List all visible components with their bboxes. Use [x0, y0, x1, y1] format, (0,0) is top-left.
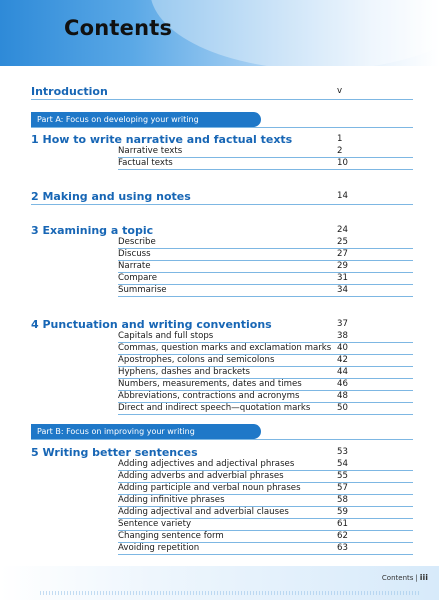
toc-item[interactable] — [118, 331, 413, 343]
page-number: 50 — [337, 403, 348, 413]
page-number: 44 — [337, 367, 348, 377]
item-title: Compare — [118, 273, 157, 283]
page-number: 57 — [337, 483, 348, 493]
footer-separator: | — [415, 574, 418, 582]
item-title: Changing sentence form — [118, 531, 224, 541]
toc-item[interactable] — [118, 495, 413, 507]
footer-label: Contents — [381, 574, 414, 582]
item-title: Adding adverbs and adverbial phrases — [118, 471, 284, 481]
part-label: Part A: Focus on developing your writing — [37, 115, 199, 124]
page-number: 29 — [337, 261, 348, 271]
toc-item[interactable] — [118, 471, 413, 483]
item-title: Hyphens, dashes and brackets — [118, 367, 250, 377]
toc-chapter-3[interactable] — [31, 224, 413, 238]
chapter-title: 5 Writing better sentences — [31, 446, 198, 459]
toc-item[interactable] — [118, 285, 413, 297]
page-number: 38 — [337, 331, 348, 341]
part-b-rule — [31, 439, 413, 440]
item-title: Adding adjectives and adjectival phrases — [118, 459, 295, 469]
page-number: 25 — [337, 237, 348, 247]
page-number: 58 — [337, 495, 348, 505]
page-number: 59 — [337, 507, 348, 517]
toc-chapter-4[interactable] — [31, 318, 413, 332]
page-number: 24 — [337, 225, 348, 235]
chapter-title: Introduction — [31, 85, 108, 98]
page-number: 55 — [337, 471, 348, 481]
toc-item[interactable] — [118, 483, 413, 495]
part-a-rule — [31, 127, 413, 128]
toc-item[interactable] — [118, 146, 413, 158]
page-number: 10 — [337, 158, 348, 168]
page-number: 48 — [337, 391, 348, 401]
item-title: Commas, question marks and exclamation marks — [118, 343, 332, 353]
toc-item[interactable] — [118, 543, 413, 555]
item-title: Adding participle and verbal noun phrases — [118, 483, 301, 493]
chapter-title: 4 Punctuation and writing conventions — [31, 318, 272, 331]
item-title: Numbers, measurements, dates and times — [118, 379, 302, 389]
toc-chapter-2[interactable] — [31, 190, 413, 205]
toc-item[interactable] — [118, 531, 413, 543]
page-number: v — [337, 86, 343, 96]
page-number: 62 — [337, 531, 348, 541]
toc-item[interactable] — [118, 249, 413, 261]
page-number: 31 — [337, 273, 348, 283]
item-title: Narrative texts — [118, 146, 183, 156]
chapter-title: 1 How to write narrative and factual texts — [31, 133, 293, 146]
part-label: Part B: Focus on improving your writing — [37, 427, 195, 436]
toc-item[interactable] — [118, 459, 413, 471]
page-number: 40 — [337, 343, 348, 353]
toc-item[interactable] — [118, 158, 413, 170]
toc-item[interactable] — [118, 391, 413, 403]
item-title: Narrate — [118, 261, 151, 271]
page-number: 27 — [337, 249, 348, 259]
toc-item[interactable] — [118, 273, 413, 285]
toc-item[interactable] — [118, 237, 413, 249]
page-number: 34 — [337, 285, 348, 295]
page-number: 42 — [337, 355, 348, 365]
page-title: Contents — [64, 16, 173, 40]
item-title: Factual texts — [118, 158, 173, 168]
toc-item[interactable] — [118, 343, 413, 355]
item-title: Capitals and full stops — [118, 331, 214, 341]
page-number: 63 — [337, 543, 348, 553]
footer-page-number: iii — [419, 573, 428, 582]
page-number: 46 — [337, 379, 348, 389]
item-title: Discuss — [118, 249, 151, 259]
toc-chapter-1[interactable] — [31, 133, 413, 147]
page-number: 37 — [337, 319, 348, 329]
item-title: Describe — [118, 237, 156, 247]
toc-item[interactable] — [118, 403, 413, 415]
item-title: Adding adjectival and adverbial clauses — [118, 507, 289, 517]
item-title: Sentence variety — [118, 519, 192, 529]
item-title: Summarise — [118, 285, 167, 295]
item-title: Adding infinitive phrases — [118, 495, 225, 505]
page-number: 1 — [337, 134, 343, 144]
page-footer — [382, 573, 428, 582]
page-number: 2 — [337, 146, 343, 156]
page-number: 61 — [337, 519, 348, 529]
page-number: 54 — [337, 459, 348, 469]
toc-item[interactable] — [118, 355, 413, 367]
toc-item[interactable] — [118, 367, 413, 379]
toc-item[interactable] — [118, 519, 413, 531]
item-title: Abbreviations, contractions and acronyms — [118, 391, 300, 401]
chapter-title: 2 Making and using notes — [31, 190, 191, 203]
toc-chapter-5[interactable] — [31, 446, 413, 460]
page-number: 14 — [337, 191, 348, 201]
part-a-banner — [31, 112, 261, 127]
toc-item[interactable] — [118, 507, 413, 519]
toc-item[interactable] — [118, 261, 413, 273]
item-title: Avoiding repetition — [118, 543, 200, 553]
page-number: 53 — [337, 447, 348, 457]
item-title: Apostrophes, colons and semicolons — [118, 355, 275, 365]
part-b-banner — [31, 424, 261, 439]
item-title: Direct and indirect speech—quotation marks — [118, 403, 311, 413]
footer-decoration — [40, 591, 420, 595]
chapter-title: 3 Examining a topic — [31, 224, 154, 237]
toc-introduction[interactable] — [31, 85, 413, 100]
toc-item[interactable] — [118, 379, 413, 391]
